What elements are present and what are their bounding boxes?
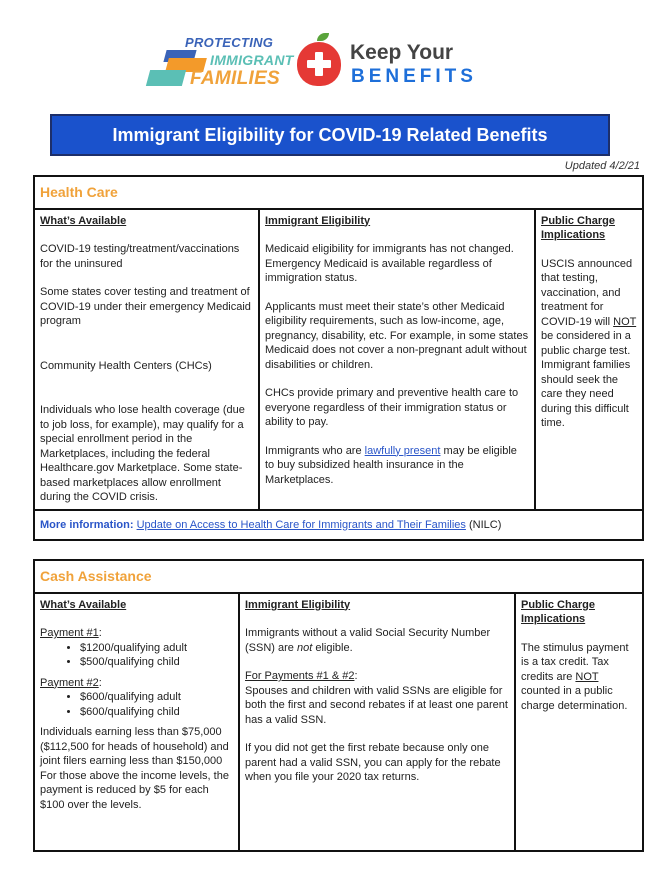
health-available-item: Community Health Centers (CHCs) bbox=[40, 359, 212, 372]
protecting-immigrant-families-logo bbox=[145, 30, 294, 100]
source-label: (NILC) bbox=[468, 518, 502, 531]
apple-leaf bbox=[317, 33, 329, 41]
health-available-item: Some states cover testing and treatment of COVID-19 under their emergency Medicaid program bbox=[40, 286, 251, 327]
text: USCIS announced that testing, vaccination, and treatment for COVID-19 will bbox=[541, 257, 633, 328]
more-information-row bbox=[34, 510, 643, 541]
cash-assistance-table bbox=[33, 559, 644, 852]
payments-label: For Payments #1 & #2: bbox=[245, 670, 358, 682]
text: be considered in a public charge test. Immigrant families should seek the care they need during this difficult time. bbox=[541, 330, 631, 429]
text: eligible. bbox=[312, 641, 353, 654]
keep-your-text: Keep Your bbox=[350, 41, 454, 64]
column-header-public-charge: Public Charge Implications bbox=[541, 214, 615, 241]
public-charge-text bbox=[541, 257, 637, 431]
list-item: • $500/qualifying child bbox=[80, 655, 233, 670]
text: For Payments #1 & #2 bbox=[245, 670, 355, 682]
health-eligibility-item: CHCs provide primary and preventive health care to everyone regardless of their immigration status or ability to pay. bbox=[265, 387, 519, 428]
health-available-item: Individuals who lose health coverage (due to job loss, for example), may qualify for a special enrollment period in the Marketplaces, including the federal Healthcare.gov Marketplace. Some state-based marketplaces allow enrollment during the COVID crisis. bbox=[40, 404, 245, 503]
cash-eligibility-cell bbox=[239, 593, 515, 851]
ssn-eligibility-text bbox=[245, 626, 509, 655]
payment-1-label: Payment #1: bbox=[40, 627, 102, 639]
column-header-public-charge: Public Charge Implications bbox=[521, 598, 595, 625]
section-title-health-care: Health Care bbox=[34, 176, 643, 209]
lawfully-present-paragraph bbox=[265, 444, 529, 488]
text: Payment #2 bbox=[40, 676, 99, 689]
logo-bar-teal bbox=[146, 70, 186, 86]
cash-available-cell bbox=[34, 593, 239, 851]
text: Immigrants without a valid Social Security Number (SSN) are bbox=[245, 627, 491, 654]
health-eligibility-item: Medicaid eligibility for immigrants has not changed. Emergency Medicaid is available regardless of immigration status. bbox=[265, 243, 514, 284]
benefits-text: BENEFITS bbox=[351, 66, 477, 87]
health-available-item: COVID-19 testing/treatment/vaccinations for the uninsured bbox=[40, 243, 240, 270]
text: The stimulus payment is a tax credit. Tax credits are bbox=[521, 641, 629, 683]
payment-2-list bbox=[40, 690, 233, 719]
health-public-charge-cell bbox=[535, 209, 643, 510]
payments-text: Spouses and children with valid SSNs are eligible for both the first and second rebates if at least one parent has a valid SSN. bbox=[245, 684, 508, 726]
column-header-eligibility: Immigrant Eligibility bbox=[265, 214, 371, 227]
health-care-table bbox=[33, 175, 644, 541]
not-emphasis: NOT bbox=[613, 315, 637, 328]
logo-text-protecting: PROTECTING bbox=[185, 35, 274, 50]
cash-public-charge-cell bbox=[515, 593, 643, 851]
health-available-cell bbox=[34, 209, 259, 510]
apple-plus-icon bbox=[297, 42, 341, 86]
column-header-available: What’s Available bbox=[40, 598, 127, 611]
rebate-note: If you did not get the first rebate because only one parent had a valid SSN, you can apply for the rebate when you file your 2020 tax returns. bbox=[245, 742, 501, 783]
health-eligibility-cell bbox=[259, 209, 535, 510]
health-care-access-link[interactable]: Update on Access to Health Care for Immigrants and Their Families bbox=[136, 518, 466, 531]
column-header-eligibility: Immigrant Eligibility bbox=[245, 598, 351, 611]
health-eligibility-item: Applicants must meet their state’s other Medicaid eligibility requirements, such as low-income, age, pregnancy, disability, etc. For example, in some states Medicaid does not cover a non-pregnant adult without disabilities or children. bbox=[265, 300, 529, 371]
not-emphasis: NOT bbox=[575, 670, 599, 683]
more-information-label: More information: bbox=[40, 518, 134, 531]
list-item: • $600/qualifying adult bbox=[80, 690, 233, 705]
column-header-available: What’s Available bbox=[40, 214, 127, 227]
not-emphasis: not bbox=[296, 641, 313, 654]
list-item: • $600/qualifying child bbox=[80, 705, 233, 720]
updated-date: Updated 4/2/21 bbox=[564, 160, 640, 172]
section-title-cash-assistance: Cash Assistance bbox=[34, 560, 643, 593]
payment-1-list bbox=[40, 641, 233, 670]
page-title: Immigrant Eligibility for COVID-19 Related Benefits bbox=[112, 124, 548, 145]
text: Immigrants who are bbox=[265, 444, 365, 457]
text: may be eligible to buy subsidized health insurance in the Marketplaces. bbox=[265, 444, 517, 486]
income-note: Individuals earning less than $75,000 ($112,500 for heads of household) and joint filers earning less than $150,000 For those above the income levels, the payment is reduced by $5 for each $100 over the levels. bbox=[40, 726, 229, 811]
text: Payment #1 bbox=[40, 627, 99, 639]
plus-horizontal bbox=[307, 60, 331, 68]
page-title-banner bbox=[50, 114, 610, 156]
header-logos bbox=[145, 30, 525, 100]
lawfully-present-link[interactable]: lawfully present bbox=[364, 444, 441, 457]
list-item: • $1200/qualifying adult bbox=[80, 641, 233, 656]
payment-2-label: Payment #2: bbox=[40, 676, 102, 689]
logo-text-families: FAMILIES bbox=[190, 68, 281, 89]
text: counted in a public charge determination. bbox=[521, 685, 628, 712]
logo-text-immigrant: IMMIGRANT bbox=[210, 52, 294, 68]
public-charge-text bbox=[521, 641, 637, 714]
